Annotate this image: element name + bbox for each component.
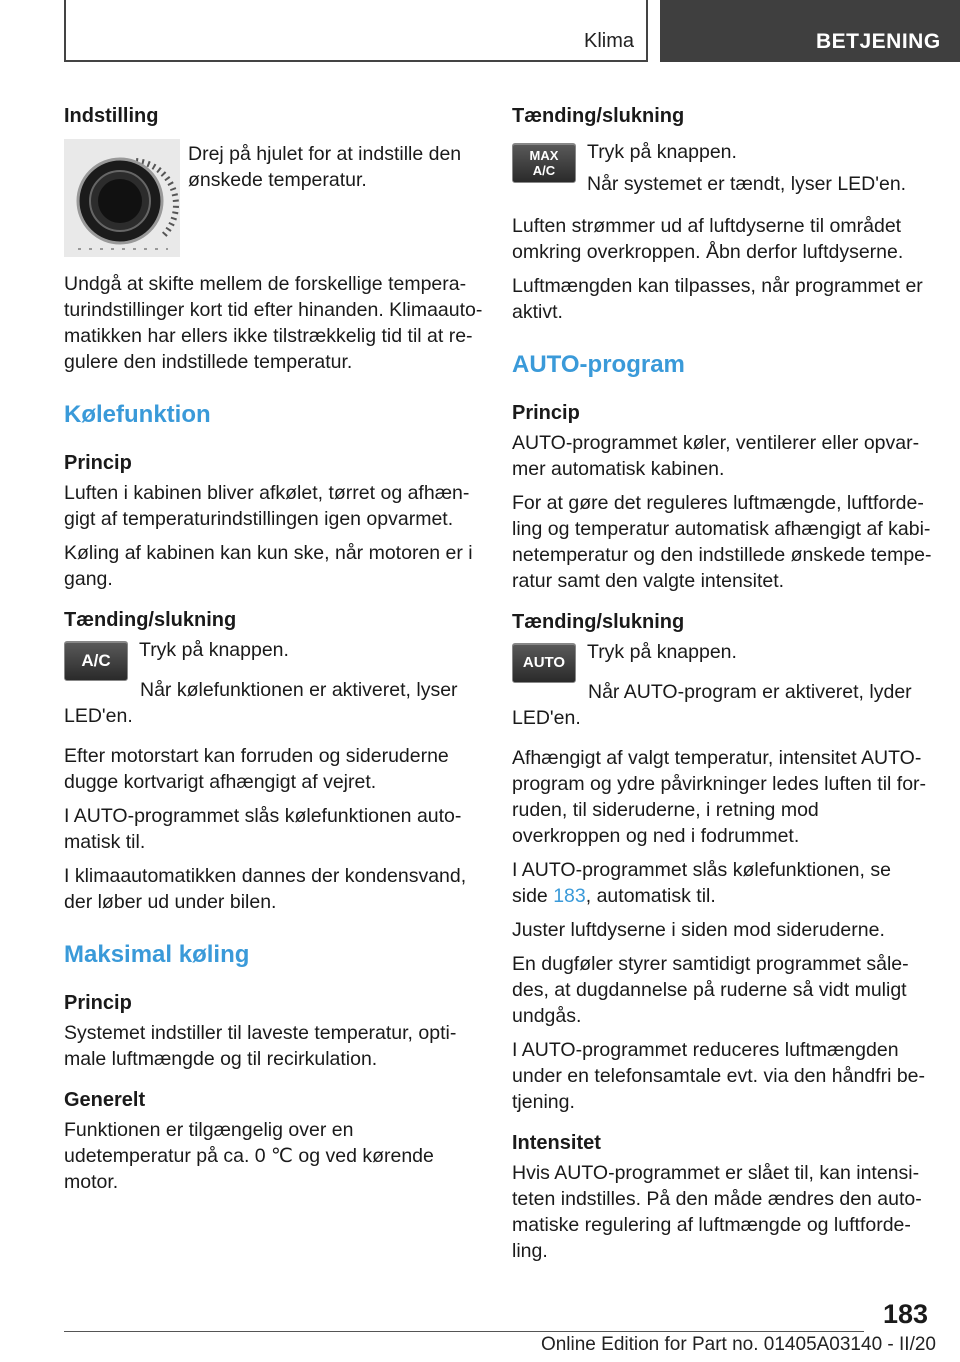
- auto-toggle-p1: Tryk på knappen.: [587, 641, 737, 663]
- max-ac-line2: A/C: [532, 163, 556, 178]
- auto-p4: [512, 857, 932, 909]
- kolefunktion-princip-title: Princip: [64, 452, 132, 474]
- auto-toggle-p2: Når AUTO-program er aktiveret, lyder LED'en.: [512, 681, 912, 729]
- indstilling-title: Indstilling: [64, 105, 159, 127]
- ac-button-icon: A/C: [64, 641, 128, 681]
- maksimal-heading: Maksimal køling: [64, 941, 250, 968]
- kolefunktion-princip-p2: Køling af kabinen kan kun ske, når motoren er i gang.: [64, 542, 473, 590]
- auto-p6: En dugføler styrer samtidigt programmet således, at dugdannelse på ruderne så vidt muligt undgås.: [512, 953, 909, 1027]
- auto-p5: Juster luftdyserne i siden mod sideruderne.: [512, 919, 885, 941]
- kolefunktion-p4: I AUTO-programmet slås kølefunktionen automatisk til.: [64, 805, 462, 853]
- right-column: [512, 100, 932, 1272]
- auto-princip-p1: AUTO-programmet køler, ventilerer eller opvarmer automatisk kabinen.: [512, 432, 920, 480]
- ac-toggle-p1: Tryk på knappen.: [139, 639, 289, 661]
- left-column: [64, 100, 484, 1203]
- auto-heading: AUTO-program: [512, 351, 685, 378]
- kolefunktion-p5: I klimaautomatikken dannes der kondensvand, der løber ud under bilen.: [64, 865, 467, 913]
- indstilling-row: [64, 139, 484, 257]
- auto-side: [587, 639, 737, 671]
- temperature-knob-icon: [64, 139, 180, 257]
- kolefunktion-toggle-title: Tænding/slukning: [64, 609, 237, 631]
- ac-toggle-p2: Når kølefunktionen er aktiveret, lyser LED'en.: [64, 679, 458, 727]
- indstilling-note: Undgå at skifte mellem de forskellige temperaturindstillinger kort tid efter hinanden. Klimaautomatikken har ellers ikke tilstrækkelig tid til at regulere den indstillede temperatur.: [64, 273, 483, 373]
- maxac-title: Tænding/slukning: [512, 105, 685, 127]
- auto-p7: I AUTO-programmet reduceres luftmængden under en telefonsamtale evt. via den håndfri betjening.: [512, 1039, 926, 1113]
- indstilling-text: Drej på hjulet for at indstille den ønskede temperatur.: [188, 143, 462, 191]
- auto-toggle-title: Tænding/slukning: [512, 611, 685, 633]
- maxac-p1: Tryk på knappen.: [587, 141, 737, 163]
- chapter-title: Klima: [583, 30, 634, 52]
- footer-divider: [64, 1331, 864, 1332]
- ac-row: [64, 637, 484, 681]
- maxac-side: [587, 139, 906, 203]
- intensitet-p: Hvis AUTO-programmet er slået til, kan intensiteten indstilles. På den måde ændres den automatiske regulering af luftmængde og luftfordeling.: [512, 1162, 922, 1262]
- auto-p4-after: , automatisk til.: [585, 885, 716, 907]
- indstilling-side: [188, 139, 484, 201]
- maxac-row: [512, 139, 932, 203]
- auto-princip-p2: For at gøre det reguleres luftmængde, luftfordeling og temperatur automatisk afhængigt af kabinetemperatur og den indstillede ønskede temperatur samt den valgte intensitet.: [512, 492, 932, 592]
- max-ac-line1: MAX: [529, 148, 559, 163]
- auto-princip-title: Princip: [512, 402, 580, 424]
- ac-side: [139, 637, 289, 669]
- edition-line: Online Edition for Part no. 01405A03140 - II/20: [540, 1334, 936, 1355]
- auto-button-icon: AUTO: [512, 643, 576, 683]
- maksimal-princip-p: Systemet indstiller til laveste temperatur, optimale luftmængde og til recirkulation.: [64, 1022, 457, 1070]
- intensitet-title: Intensitet: [512, 1132, 601, 1154]
- generelt-title: Generelt: [64, 1089, 146, 1111]
- maxac-p3: Luften strømmer ud af luftdyserne til området omkring overkroppen. Åbn derfor luftdyserne.: [512, 215, 904, 263]
- page-number: 183: [882, 1299, 928, 1329]
- page-link-183[interactable]: 183: [553, 885, 586, 907]
- generelt-p: Funktionen er tilgængelig over en udetemperatur på ca. 0 ℃ og ved kørende motor.: [64, 1119, 434, 1193]
- maksimal-princip-title: Princip: [64, 992, 132, 1014]
- max-ac-button-icon: [512, 143, 576, 183]
- auto-row: [512, 639, 932, 683]
- header-box: [64, 0, 648, 62]
- kolefunktion-heading: Kølefunktion: [64, 401, 211, 428]
- maxac-p2: Når systemet er tændt, lyser LED'en.: [587, 173, 907, 195]
- section-tab: BETJENING: [660, 0, 960, 62]
- kolefunktion-princip-p1: Luften i kabinen bliver afkølet, tørret og afhængigt af temperaturindstillingen igen opvarmet.: [64, 482, 470, 530]
- maxac-p4: Luftmængden kan tilpasses, når programmet er aktivt.: [512, 275, 923, 323]
- kolefunktion-p3: Efter motorstart kan forruden og sideruderne dugge kortvarigt afhængigt af vejret.: [64, 745, 449, 793]
- auto-p4-before: I AUTO-programmet slås kølefunktionen, se side: [512, 859, 891, 907]
- auto-p3: Afhængigt af valgt temperatur, intensitet AUTO-program og ydre påvirkninger ledes luften til forruden, til sideruderne, i retning mod overkroppen og ned i fodrummet.: [512, 747, 927, 847]
